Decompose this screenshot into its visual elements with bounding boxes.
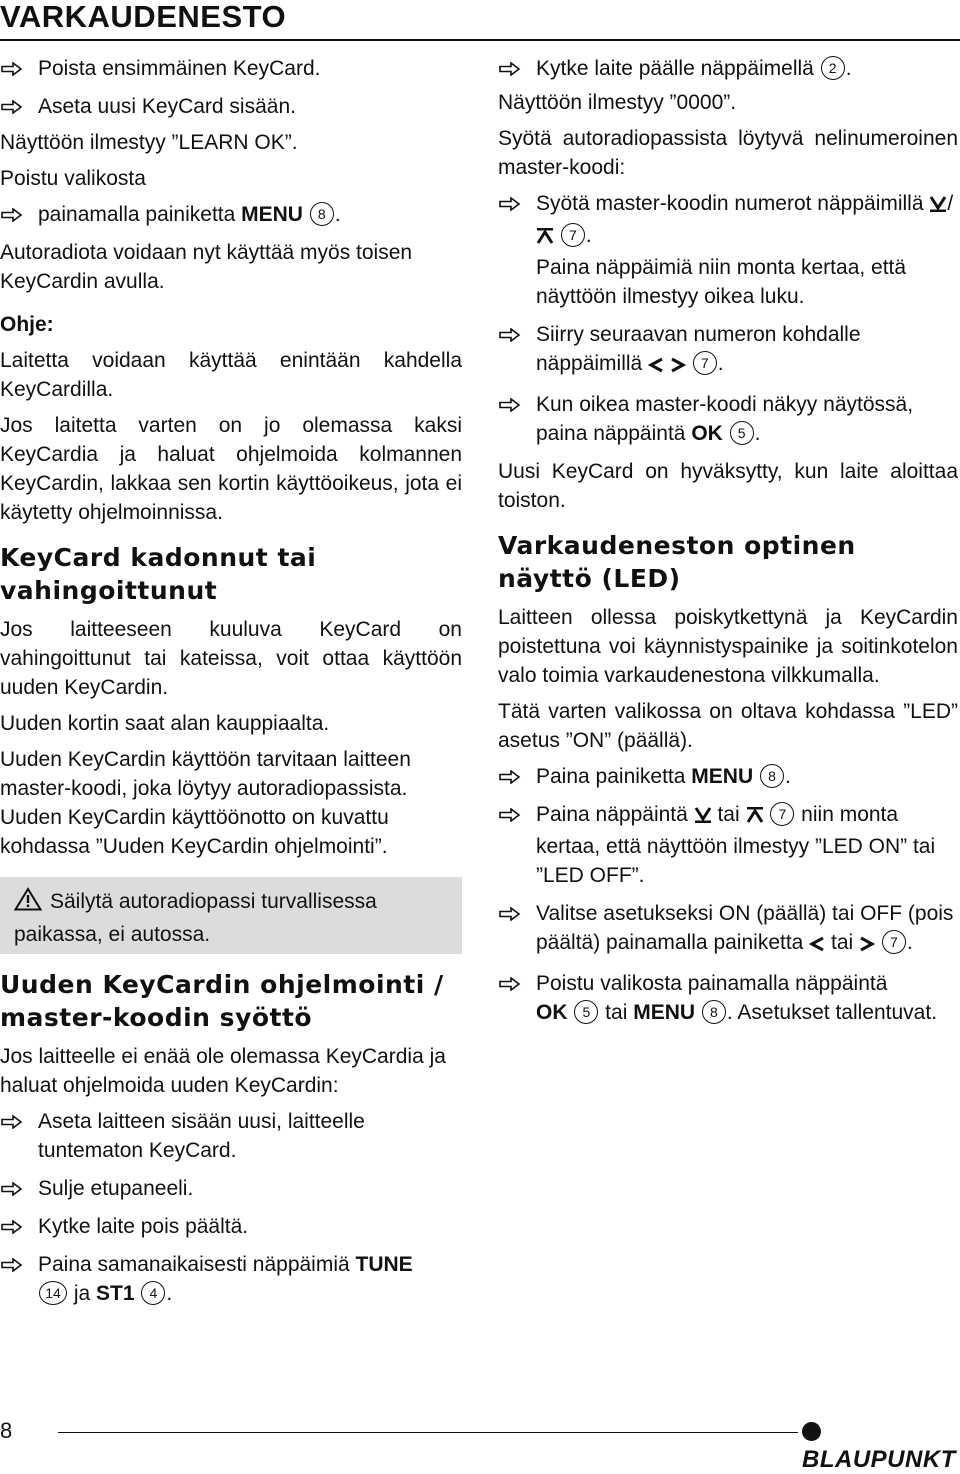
key-number-badge: 7 <box>770 802 794 826</box>
key-number-badge: 5 <box>574 1000 598 1024</box>
bullet-press-tune-st1: Paina samanaikaisesti näppäimiä TUNE 14 ja ST1 4 . <box>0 1250 462 1308</box>
paragraph: Näyttöön ilmestyy ”LEARN OK”. <box>0 131 298 154</box>
arrow-icon <box>499 390 525 412</box>
bullet-next-digit: Siirry seuraavan numeron kohdalle näppäimillä 7 . <box>498 320 958 381</box>
section-heading-programming: Uuden KeyCardin ohjelmointi / master-koodin syöttö <box>0 970 444 1032</box>
key-number-badge: 5 <box>730 421 754 445</box>
page-number: 8 <box>0 1418 13 1443</box>
arrow-icon <box>1 54 27 76</box>
bullet-switch-on: Kytke laite päälle näppäimellä 2 . <box>498 54 958 83</box>
arrow-icon <box>1 1212 27 1234</box>
bullet-insert-new-keycard: Aseta uusi KeyCard sisään. <box>0 92 462 121</box>
bullet-press-ok: Kun oikea master-koodi näkyy näytössä, paina näppäintä OK 5 . <box>498 390 958 448</box>
bullet-toggle-led: Paina näppäintä tai 7 niin monta kertaa, että näyttöön ilmestyy ”LED ON” tai ”LED OFF”. <box>498 800 958 890</box>
brand-logo: BLAUPUNKT <box>802 1418 960 1474</box>
bullet-press-menu: painamalla painiketta MENU 8 . <box>0 200 462 229</box>
paragraph: Laitteen ollessa poiskytkettynä ja KeyCardin poistettuna voi käynnistyspainike ja soitinkotelon valo toimia varkaudenestona vilkkumalla. <box>498 606 958 687</box>
arrow-icon <box>1 1107 27 1129</box>
up-arrow-key-icon <box>746 803 764 832</box>
bullet-exit-menu: Poistu valikosta painamalla näppäintä OK 5 tai MENU 8 . Asetukset tallentuvat. <box>498 969 958 1027</box>
footer-rule <box>58 1432 798 1433</box>
page-title: VARKAUDENESTO <box>0 0 287 34</box>
left-arrow-key-icon <box>809 931 825 960</box>
arrow-icon <box>499 899 525 921</box>
paragraph: Uuden KeyCardin käyttöön tarvitaan laitteen master-koodi, joka löytyy autoradiopassista. Uuden KeyCardin käyttöönotto on kuvattu kohdassa ”Uuden KeyCardin ohjelmointi”. <box>0 748 411 858</box>
paragraph: Uuden kortin saat alan kauppiaalta. <box>0 712 330 735</box>
menu-key-label: MENU <box>241 203 303 226</box>
bullet-press-menu: Paina painiketta MENU 8 . <box>498 762 958 791</box>
key-number-badge: 8 <box>760 764 784 788</box>
up-arrow-key-icon <box>536 224 554 253</box>
paragraph: Autoradiota voidaan nyt käyttää myös toisen KeyCardin avulla. <box>0 241 413 293</box>
bullet-remove-first-keycard: Poista ensimmäinen KeyCard. <box>0 54 462 83</box>
header-rule <box>0 39 960 41</box>
paragraph: Jos laitteelle ei enää ole olemassa KeyCardia ja haluat ohjelmoida uuden KeyCardin: <box>0 1045 446 1097</box>
key-number-badge: 7 <box>561 223 585 247</box>
note-paragraph: Jos laitetta varten on jo olemassa kaksi KeyCardia ja haluat ohjelmoida kolmannen KeyCardin, lakkaa sen kortin käyttöoikeus, jota ei käytetty ohjelmoinnissa. <box>0 414 462 524</box>
bullet-close-panel: Sulje etupaneeli. <box>0 1174 462 1203</box>
key-number-badge: 2 <box>821 56 845 80</box>
key-number-badge: 14 <box>39 1281 67 1305</box>
bullet-enter-digits: Syötä master-koodin numerot näppäimillä / 7 . Paina näppäimiä niin monta kertaa, että näyttöön ilmestyy oikea luku. <box>498 189 958 311</box>
paragraph: Poistu valikosta <box>0 167 146 190</box>
arrow-icon <box>499 189 525 211</box>
arrow-icon <box>1 200 27 222</box>
bullet-insert-unknown-keycard: Aseta laitteen sisään uusi, laitteelle tuntematon KeyCard. <box>0 1107 462 1165</box>
arrow-icon <box>1 92 27 114</box>
right-arrow-key-icon <box>859 931 875 960</box>
bullet-switch-off: Kytke laite pois päältä. <box>0 1212 462 1241</box>
note-paragraph: Laitetta voidaan käyttää enintään kahdella KeyCardilla. <box>0 349 462 401</box>
paragraph: Syötä autoradiopassista löytyvä nelinumeroinen master-koodi: <box>498 127 958 179</box>
arrow-icon <box>1 1174 27 1196</box>
down-arrow-key-icon <box>929 192 947 221</box>
arrow-icon <box>499 762 525 784</box>
arrow-icon <box>499 800 525 822</box>
note-title: Ohje: <box>0 313 54 336</box>
paragraph: Uusi KeyCard on hyväksytty, kun laite aloittaa toiston. <box>498 460 958 512</box>
key-number-badge: 7 <box>693 351 717 375</box>
warning-triangle-icon <box>14 887 42 920</box>
arrow-icon <box>499 969 525 991</box>
paragraph: Jos laitteeseen kuuluva KeyCard on vahingoittunut tai kateissa, voit ottaa käyttöön uuden KeyCardin. <box>0 618 462 699</box>
key-number-badge: 4 <box>141 1281 165 1305</box>
key-number-badge: 8 <box>702 1000 726 1024</box>
section-heading-lost: KeyCard kadonnut tai vahingoittunut <box>0 543 317 605</box>
left-column <box>0 54 462 1317</box>
warning-box <box>0 877 462 954</box>
bullet-select-on-off: Valitse asetukseksi ON (päällä) tai OFF (pois päältä) painamalla painiketta tai 7 . <box>498 899 958 960</box>
paragraph: Tätä varten valikossa on oltava kohdassa ”LED” asetus ”ON” (päällä). <box>498 700 958 752</box>
paragraph: Näyttöön ilmestyy ”0000”. <box>498 91 737 114</box>
warning-text: Säilytä autoradiopassi turvallisessa paikassa, ei autossa. <box>14 890 377 946</box>
right-column <box>498 54 958 1036</box>
arrow-icon <box>499 320 525 342</box>
arrow-icon <box>499 54 525 76</box>
left-arrow-key-icon <box>648 352 664 381</box>
section-heading-led: Varkaudeneston optinen näyttö (LED) <box>498 531 856 593</box>
arrow-icon <box>1 1250 27 1272</box>
brand-dot-icon <box>802 1422 821 1441</box>
right-arrow-key-icon <box>670 352 686 381</box>
down-arrow-key-icon <box>694 803 712 832</box>
key-number-badge: 7 <box>882 930 906 954</box>
key-number-badge: 8 <box>310 202 334 226</box>
